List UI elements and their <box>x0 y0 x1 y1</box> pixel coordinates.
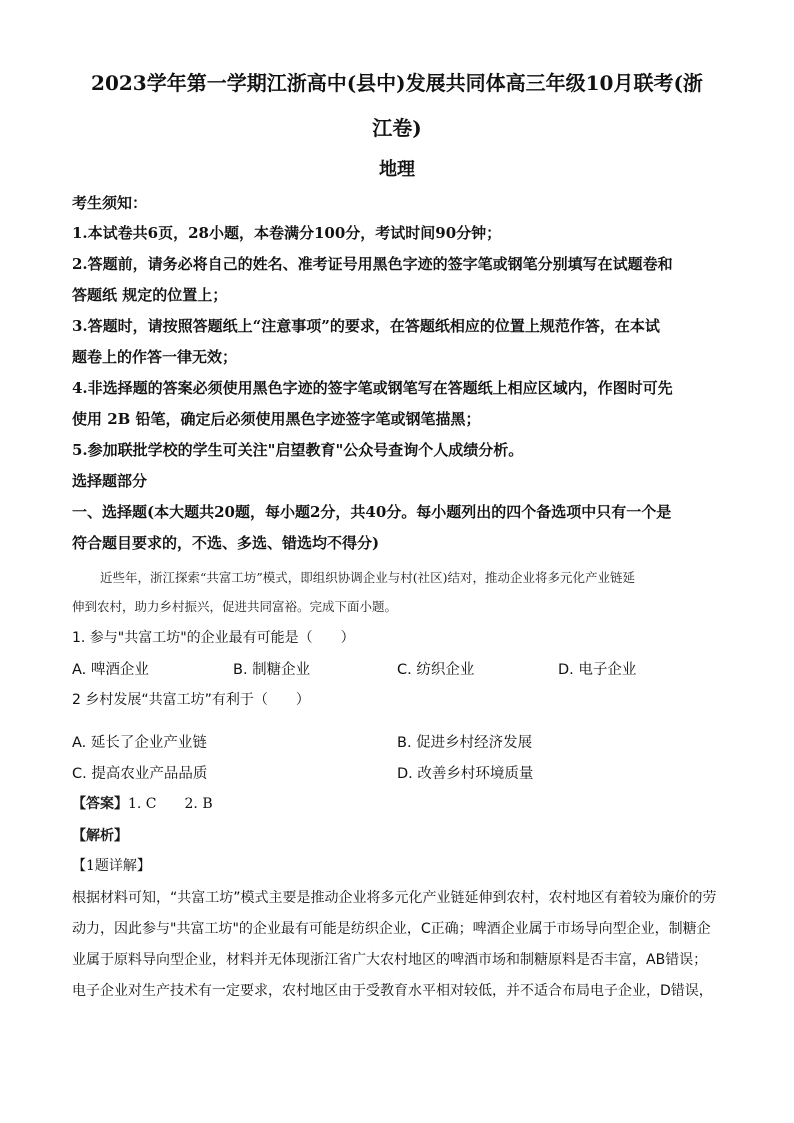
analysis-text-line: 动力，因此参与"共富工坊"的企业最有可能是纺织企业，C正确；啤酒企业属于市场导向型企业，制糖企 <box>72 921 711 937</box>
question-1-stem: 1. 参与"共富工坊"的企业最有可能是（ ） <box>72 630 355 646</box>
exam-title-line2: 江卷) <box>372 116 422 140</box>
answer-line <box>72 794 724 814</box>
notice-item: 5.参加联批学校的学生可关注"启望教育"公众号查询个人成绩分析。 <box>72 441 524 459</box>
question-2-option-a: A. 延长了企业产业链 <box>72 735 207 751</box>
passage-line: 近些年，浙江探索“共富工坊”模式，即组织协调企业与村(社区)结对，推动企业将多元化产业链延 <box>100 570 636 585</box>
question-2-option-b: B. 促进乡村经济发展 <box>397 735 533 751</box>
section-instruction: 符合题目要求的，不选、多选、错选均不得分) <box>72 534 380 552</box>
analysis-tag: 【解析】 <box>72 828 128 844</box>
analysis-text-line: 根据材料可知，“共富工坊”模式主要是推动企业将多元化产业链延伸到农村，农村地区有着较为廉价的劳 <box>72 890 717 906</box>
notice-item: 4.非选择题的答案必须使用黑色字迹的签字笔或钢笔写在答题纸上相应区域内，作图时可先 <box>72 379 673 397</box>
passage-line: 伸到农村，助力乡村振兴，促进共同富裕。完成下面小题。 <box>72 599 398 614</box>
section-part-title: 选择题部分 <box>72 472 148 490</box>
notice-item: 使用 2B 铅笔，确定后必须使用黑色字迹签字笔或钢笔描黑； <box>72 410 481 428</box>
answer-value: 1. C 2. B <box>128 796 213 812</box>
notice-item: 2.答题前，请务必将自己的姓名、准考证号用黑色字迹的签字笔或钢笔分别填写在试题卷和 <box>72 255 673 273</box>
question-2-stem: 2 乡村发展“共富工坊”有利于（ ） <box>72 692 310 708</box>
notice-item: 题卷上的作答一律无效； <box>72 348 238 366</box>
question-1-option-d: D. 电子企业 <box>558 662 637 678</box>
subject-title: 地理 <box>379 159 415 180</box>
notice-item: 1.本试卷共6页，28小题，本卷满分100分，考试时间90分钟； <box>72 224 502 242</box>
notice-item: 答题纸 规定的位置上； <box>72 286 228 304</box>
notice-heading: 考生须知： <box>72 194 148 212</box>
exam-title-line1: 2023学年第一学期江浙高中(县中)发展共同体高三年级10月联考(浙 <box>91 71 703 95</box>
question-1-option-b: B. 制糖企业 <box>233 662 311 678</box>
answer-tag: 【答案】 <box>72 796 128 812</box>
section-instruction: 一、选择题(本大题共20题，每小题2分，共40分。每小题列出的四个备选项中只有一个是 <box>72 503 672 521</box>
notice-item: 3.答题时，请按照答题纸上“注意事项”的要求，在答题纸相应的位置上规范作答，在本试 <box>72 317 660 335</box>
question-2-option-d: D. 改善乡村环境质量 <box>397 766 534 782</box>
question-1-option-c: C. 纺织企业 <box>397 662 475 678</box>
analysis-detail-tag: 【1题详解】 <box>72 858 151 874</box>
question-2-option-c: C. 提高农业产品品质 <box>72 766 208 782</box>
question-1-option-a: A. 啤酒企业 <box>72 662 149 678</box>
analysis-text-line: 电子企业对生产技术有一定要求，农村地区由于受教育水平相对较低，并不适合布局电子企业，D错误， <box>72 983 713 999</box>
analysis-text-line: 业属于原料导向型企业，材料并无体现浙江省广大农村地区的啤酒市场和制糖原料是否丰富，AB错误； <box>72 952 708 968</box>
